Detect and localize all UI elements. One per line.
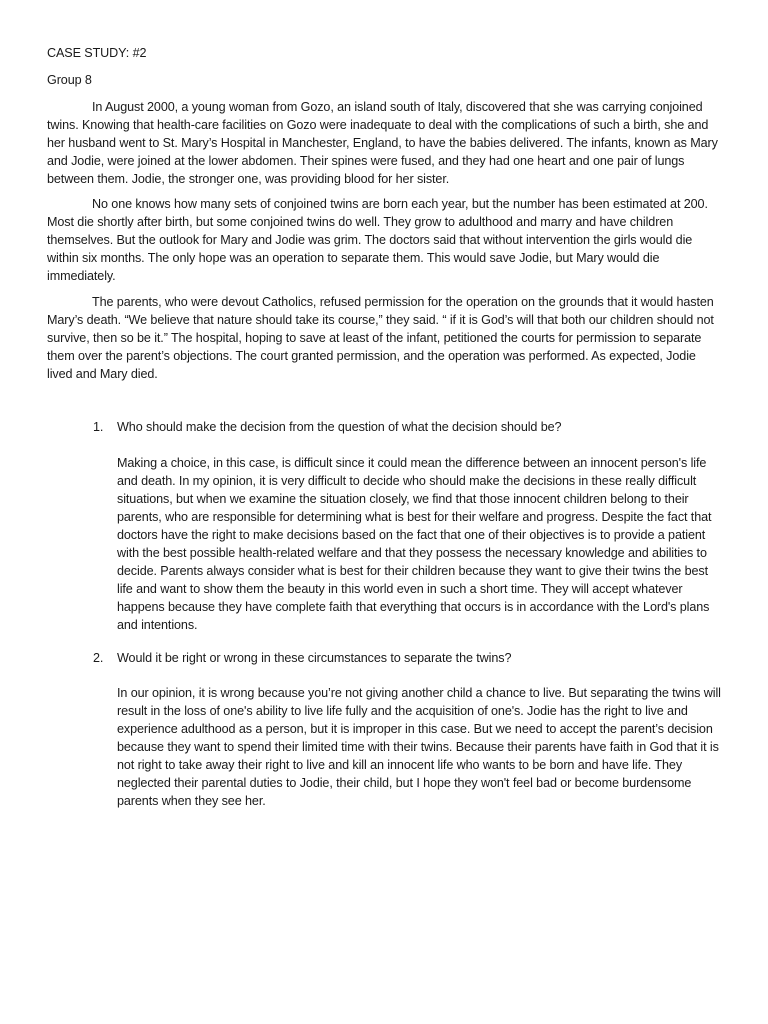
answer-2-text: In our opinion, it is wrong because you’re not giving another child a chance to live. But separating the twins will result in the loss of one's ability to live life fully and the acquisition of one's. Jodie has the right to live and experience adulthood as a person, but it is improper in this case. But we need to accept the parent’s decision because they want to spend their limited time with their twins. Because their parents have faith in God that it is not right to take away their right to live and kill an innocent life who wants to be born and have life. They neglected their parental duties to Jodie, their child, but I hope they won't feel bad or become burdensome parents when they see her. <box>117 686 721 808</box>
question-2-number: 2. <box>93 651 104 665</box>
paragraph-3: The parents, who were devout Catholics, refused permission for the operation on the grounds that it would hasten Mary’s death. “We believe that nature should take its course,” they said. “ if it is God’s will that both our children should not survive, then so be it.” The hospital, hoping to save at least of the infant, petitioned the courts for permission to separate them over the parent’s objections. The court granted permission, and the operation was performed. As expected, Jodie lived and Mary died. <box>47 295 714 381</box>
paragraph-2: No one knows how many sets of conjoined twins are born each year, but the number has been estimated at 200. Most die shortly after birth, but some conjoined twins do well. They grow to adulthood and marry and have children themselves. But the outlook for Mary and Jodie was grim. The doctors said that without intervention the girls would die within six months. The only hope was an operation to separate them. This would save Jodie, but Mary would die immediately. <box>47 197 708 283</box>
group-label: Group 8 <box>47 73 92 87</box>
question-1-text: Who should make the decision from the question of what the decision should be? <box>117 420 562 434</box>
paragraph-1: In August 2000, a young woman from Gozo, an island south of Italy, discovered that she was carrying conjoined twins. Knowing that health-care facilities on Gozo were inadequate to deal with the complications of such a birth, she and her husband went to St. Mary’s Hospital in Manchester, England, to have the babies delivered. The infants, known as Mary and Jodie, were joined at the lower abdomen. Their spines were fused, and they had one heart and one pair of lungs between them. Jodie, the stronger one, was providing blood for her sister. <box>47 100 718 186</box>
case-study-title: CASE STUDY: #2 <box>47 46 147 60</box>
answer-1-text: Making a choice, in this case, is difficult since it could mean the difference between an innocent person's life and death. In my opinion, it is very difficult to decide who should make the decisions in these really difficult situations, but when we examine the situation closely, we find that those innocent children belong to their parents, who are responsible for determining what is best for their welfare and progress. Despite the fact that doctors have the right to make decisions based on the fact that one of their objectives is to provide a patient with the best possible health-related welfare and that they possess the necessary knowledge and abilities to decide. Parents always consider what is best for their children because they want to give their twins the best life and want to show them the beauty in this world even in such a short time. They will accept whatever happens because they have complete faith that everything that occurs is in accordance with the Lord's plans and intentions. <box>117 456 712 632</box>
question-2-text: Would it be right or wrong in these circumstances to separate the twins? <box>117 651 512 665</box>
question-1-number: 1. <box>93 420 104 434</box>
